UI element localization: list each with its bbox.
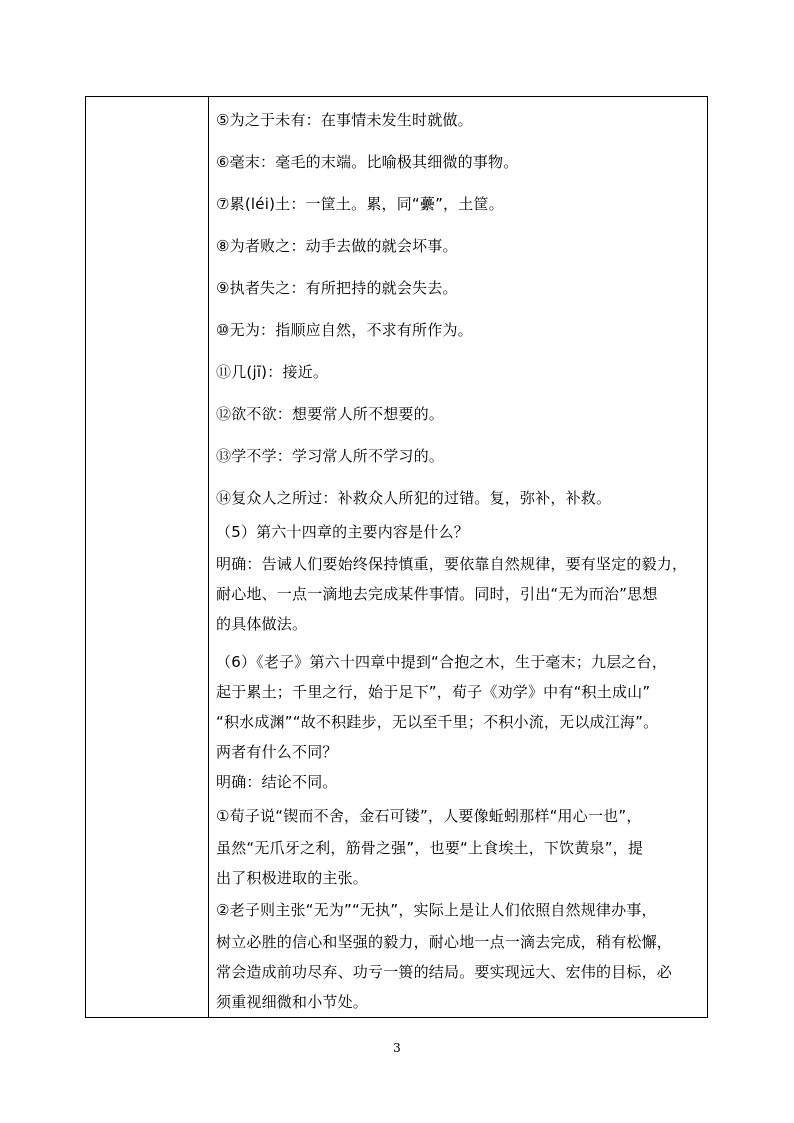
line-14: （6）《老子》第六十四章中提到“合抱之木，生于毫末；九层之台， bbox=[216, 653, 668, 671]
line-10: （5）第六十四章的主要内容是什么？ bbox=[216, 523, 469, 541]
line-11: 明确：告诫人们要始终保持慎重，要依靠自然规律，要有坚定的毅力， bbox=[216, 555, 688, 573]
line-12: 耐心地、一点一滴地去完成某件事情。同时，引出“无为而治”思想 bbox=[216, 585, 658, 603]
page-number: 3 bbox=[393, 1041, 401, 1055]
line-02: ⑦累(léi)土：一筐土。累，同“虆”，土筐。 bbox=[216, 195, 504, 213]
line-17: 两者有什么不同？ bbox=[216, 743, 338, 761]
line-25: 须重视细微和小节处。 bbox=[216, 993, 369, 1011]
line-13: 的具体做法。 bbox=[216, 615, 308, 633]
line-23: 树立必胜的信心和坚强的毅力，耐心地一点一滴去完成，稍有松懈， bbox=[216, 933, 673, 951]
line-03: ⑧为者败之：动手去做的就会坏事。 bbox=[216, 237, 458, 255]
line-08: ⑬学不学：学习常人所不学习的。 bbox=[216, 447, 445, 465]
line-00: ⑤为之于未有：在事情未发生时就做。 bbox=[216, 111, 473, 129]
left-column-cell bbox=[86, 97, 209, 1017]
line-18: 明确：结论不同。 bbox=[216, 773, 338, 791]
line-04: ⑨执者失之：有所把持的就会失去。 bbox=[216, 279, 458, 297]
line-06: ⑪几(jī)：接近。 bbox=[216, 363, 329, 381]
line-01: ⑥毫末：毫毛的末端。比喻极其细微的事物。 bbox=[216, 153, 519, 171]
line-22: ②老子则主张“无为”“无执”，实际上是让人们依照自然规律办事， bbox=[216, 901, 657, 919]
line-15: 起于累土；千里之行，始于足下”，荀子《劝学》中有“积土成山” bbox=[216, 683, 651, 701]
line-19: ①荀子说“锲而不舍，金石可镂”，人要像蚯蚓那样“用心一也”， bbox=[216, 807, 642, 825]
line-24: 常会造成前功尽弃、功亏一篑的结局。要实现远大、宏伟的目标，必 bbox=[216, 963, 673, 981]
line-20: 虽然“无爪牙之利，筋骨之强”，也要“上食埃土，下饮黄泉”，提 bbox=[216, 839, 644, 857]
line-21: 出了积极进取的主张。 bbox=[216, 869, 369, 887]
line-05: ⑩无为：指顺应自然，不求有所作为。 bbox=[216, 321, 473, 339]
line-09: ⑭复众人之所过：补救众人所犯的过错。复，弥补，补救。 bbox=[216, 489, 612, 507]
line-07: ⑫欲不欲：想要常人所不想要的。 bbox=[216, 405, 445, 423]
line-16: “积水成渊”“故不积跬步，无以至千里；不积小流，无以成江海”。 bbox=[216, 713, 659, 731]
